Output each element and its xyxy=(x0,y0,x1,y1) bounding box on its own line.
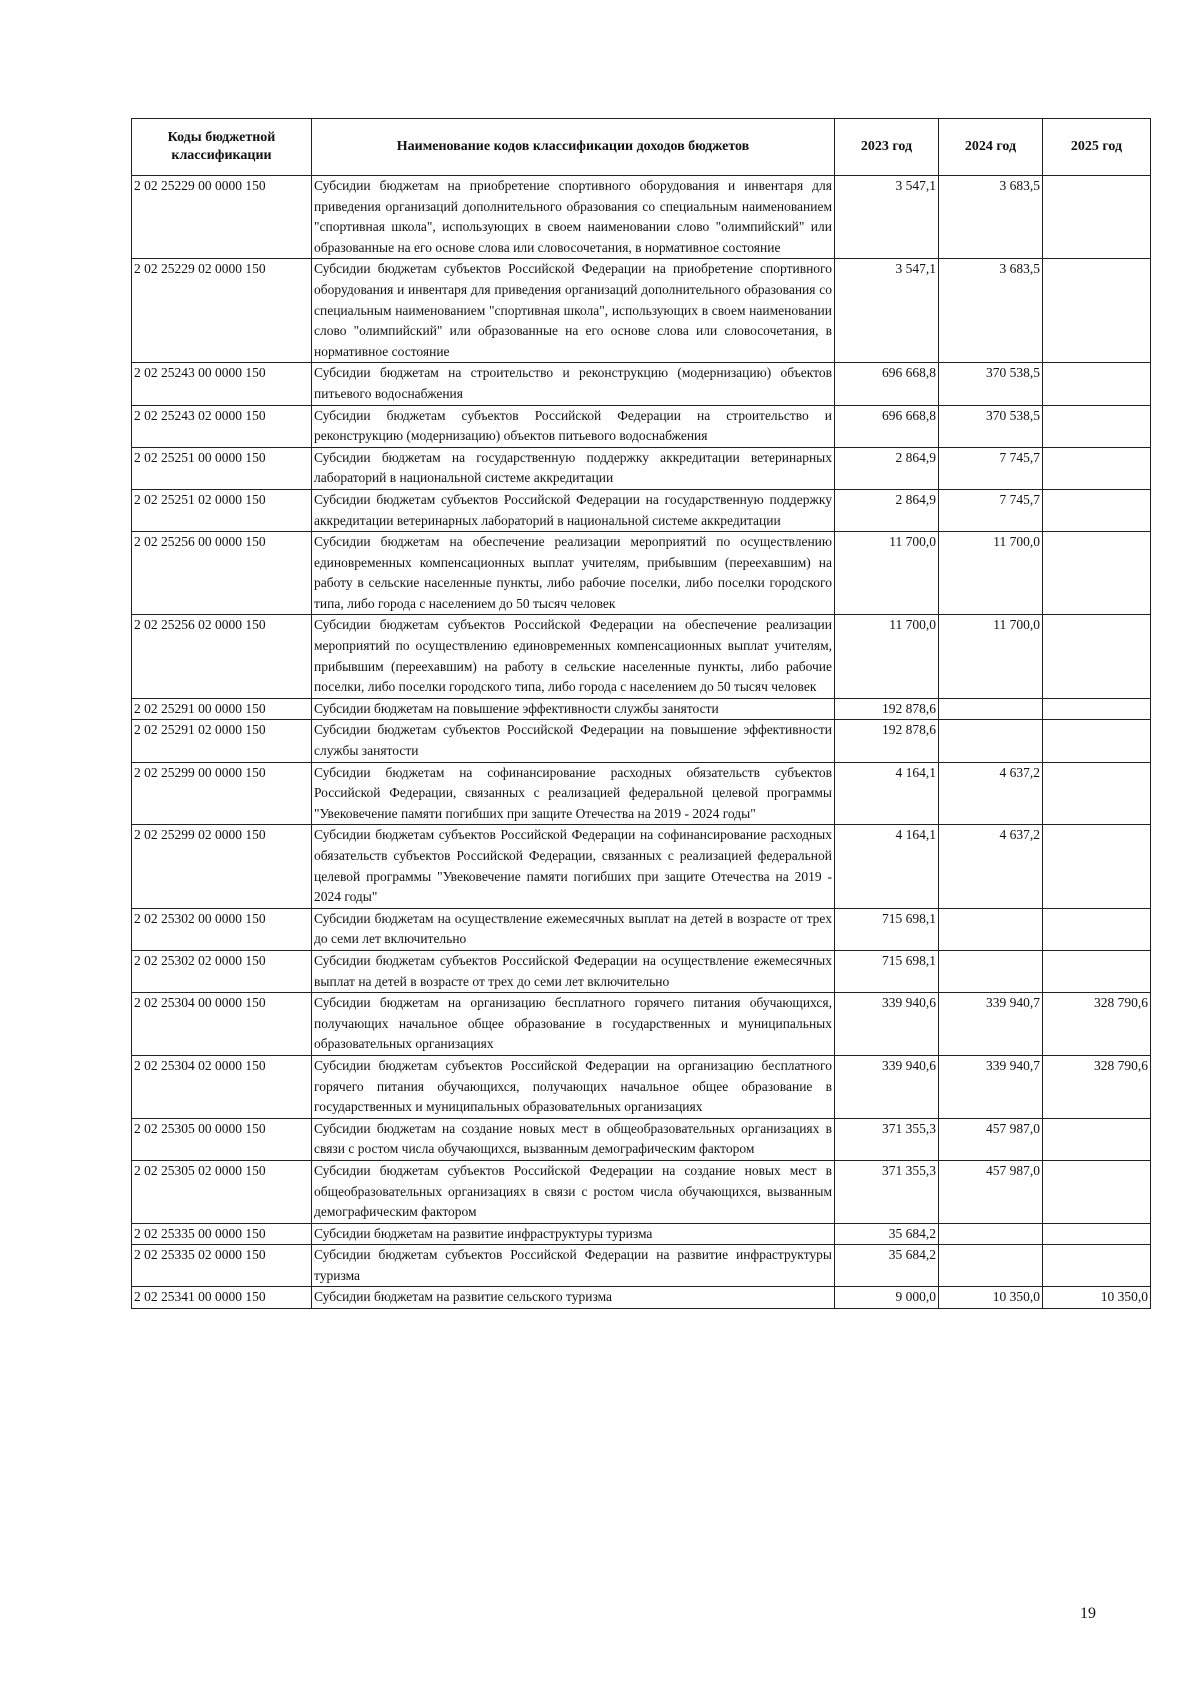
row-value-2024: 339 940,7 xyxy=(939,1055,1043,1118)
row-name: Субсидии бюджетам на создание новых мест в общеобразовательных организациях в связи с ростом числа обучающихся, вызванным демографическим фактором xyxy=(312,1118,835,1160)
table-row xyxy=(132,1287,1151,1309)
row-value-2025: 328 790,6 xyxy=(1043,1055,1151,1118)
row-value-2025 xyxy=(1043,447,1151,489)
table-body xyxy=(132,176,1151,1309)
table-row xyxy=(132,176,1151,259)
row-value-2025 xyxy=(1043,532,1151,615)
row-value-2025 xyxy=(1043,1245,1151,1287)
row-value-2025 xyxy=(1043,950,1151,992)
row-value-2024 xyxy=(939,720,1043,762)
row-code: 2 02 25291 02 0000 150 xyxy=(132,720,312,762)
row-name: Субсидии бюджетам на государственную поддержку аккредитации ветеринарных лабораторий в национальной системе аккредитации xyxy=(312,447,835,489)
row-value-2024: 7 745,7 xyxy=(939,489,1043,531)
row-name: Субсидии бюджетам субъектов Российской Федерации на повышение эффективности службы занятости xyxy=(312,720,835,762)
row-value-2025 xyxy=(1043,1223,1151,1245)
row-code: 2 02 25299 00 0000 150 xyxy=(132,762,312,825)
row-value-2023: 9 000,0 xyxy=(835,1287,939,1309)
row-value-2023: 2 864,9 xyxy=(835,489,939,531)
row-value-2025: 10 350,0 xyxy=(1043,1287,1151,1309)
row-name: Субсидии бюджетам на развитие сельского туризма xyxy=(312,1287,835,1309)
row-name: Субсидии бюджетам на повышение эффективности службы занятости xyxy=(312,698,835,720)
table-row xyxy=(132,993,1151,1056)
row-value-2024: 339 940,7 xyxy=(939,993,1043,1056)
row-name: Субсидии бюджетам на осуществление ежемесячных выплат на детей в возрасте от трех до семи лет включительно xyxy=(312,908,835,950)
row-value-2023: 35 684,2 xyxy=(835,1223,939,1245)
row-code: 2 02 25243 00 0000 150 xyxy=(132,363,312,405)
row-value-2024 xyxy=(939,1223,1043,1245)
row-code: 2 02 25299 02 0000 150 xyxy=(132,825,312,908)
row-value-2025 xyxy=(1043,259,1151,363)
table-row xyxy=(132,762,1151,825)
table-row xyxy=(132,363,1151,405)
row-code: 2 02 25251 00 0000 150 xyxy=(132,447,312,489)
row-value-2023: 2 864,9 xyxy=(835,447,939,489)
row-value-2025 xyxy=(1043,825,1151,908)
row-value-2024: 11 700,0 xyxy=(939,615,1043,698)
table-row xyxy=(132,1245,1151,1287)
budget-revenue-table xyxy=(131,118,1151,1309)
row-value-2024 xyxy=(939,1245,1043,1287)
row-value-2023: 715 698,1 xyxy=(835,950,939,992)
header-2023: 2023 год xyxy=(835,119,939,176)
row-name: Субсидии бюджетам субъектов Российской Федерации на приобретение спортивного оборудования и инвентаря для приведения организаций дополнительного образования со специальным наименованием "спортивная школа", использующих в своем наименовании слово "олимпийский" или образованные на его основе слова или словосочетания, в нормативное состояние xyxy=(312,259,835,363)
row-code: 2 02 25256 02 0000 150 xyxy=(132,615,312,698)
row-value-2024: 7 745,7 xyxy=(939,447,1043,489)
row-value-2023: 11 700,0 xyxy=(835,615,939,698)
row-value-2025 xyxy=(1043,615,1151,698)
row-value-2025 xyxy=(1043,176,1151,259)
row-code: 2 02 25305 02 0000 150 xyxy=(132,1160,312,1223)
row-name: Субсидии бюджетам субъектов Российской Федерации на обеспечение реализации мероприятий по осуществлению единовременных компенсационных выплат учителям, прибывшим (переехавшим) на работу в сельские населенные пункты, либо рабочие поселки, либо поселки городского типа, либо города с населением до 50 тысяч человек xyxy=(312,615,835,698)
row-value-2023: 35 684,2 xyxy=(835,1245,939,1287)
page-number: 19 xyxy=(1080,1605,1096,1622)
row-value-2023: 371 355,3 xyxy=(835,1118,939,1160)
row-name: Субсидии бюджетам на приобретение спортивного оборудования и инвентаря для приведения организаций дополнительного образования со специальным наименованием "спортивная школа", использующих в своем наименовании слово "олимпийский" или образованные на его основе слова или словосочетания, в нормативное состояние xyxy=(312,176,835,259)
row-code: 2 02 25251 02 0000 150 xyxy=(132,489,312,531)
row-name: Субсидии бюджетам субъектов Российской Федерации на создание новых мест в общеобразовательных организациях в связи с ростом числа обучающихся, вызванным демографическим фактором xyxy=(312,1160,835,1223)
row-value-2025 xyxy=(1043,1160,1151,1223)
header-2024: 2024 год xyxy=(939,119,1043,176)
row-name: Субсидии бюджетам субъектов Российской Федерации на государственную поддержку аккредитации ветеринарных лабораторий в национальной системе аккредитации xyxy=(312,489,835,531)
table-row xyxy=(132,489,1151,531)
header-code: Коды бюджетной классификации xyxy=(132,119,312,176)
row-value-2024 xyxy=(939,908,1043,950)
row-code: 2 02 25305 00 0000 150 xyxy=(132,1118,312,1160)
row-value-2023: 4 164,1 xyxy=(835,825,939,908)
row-name: Субсидии бюджетам на обеспечение реализации мероприятий по осуществлению единовременных компенсационных выплат учителям, прибывшим (переехавшим) на работу в сельские населенные пункты, либо рабочие поселки, либо поселки городского типа, либо города с населением до 50 тысяч человек xyxy=(312,532,835,615)
row-value-2024: 4 637,2 xyxy=(939,762,1043,825)
row-code: 2 02 25304 02 0000 150 xyxy=(132,1055,312,1118)
row-name: Субсидии бюджетам на развитие инфраструктуры туризма xyxy=(312,1223,835,1245)
row-value-2024: 4 637,2 xyxy=(939,825,1043,908)
row-value-2024: 370 538,5 xyxy=(939,405,1043,447)
row-name: Субсидии бюджетам субъектов Российской Федерации на софинансирование расходных обязательств субъектов Российской Федерации, связанных с реализацией федеральной целевой программы "Увековечение памяти погибших при защите Отечества на 2019 - 2024 годы" xyxy=(312,825,835,908)
row-code: 2 02 25335 00 0000 150 xyxy=(132,1223,312,1245)
row-value-2023: 715 698,1 xyxy=(835,908,939,950)
table-header-row xyxy=(132,119,1151,176)
row-value-2023: 192 878,6 xyxy=(835,698,939,720)
table-row xyxy=(132,447,1151,489)
row-value-2023: 339 940,6 xyxy=(835,1055,939,1118)
row-value-2024: 3 683,5 xyxy=(939,176,1043,259)
row-name: Субсидии бюджетам субъектов Российской Федерации на развитие инфраструктуры туризма xyxy=(312,1245,835,1287)
table-row xyxy=(132,1223,1151,1245)
row-value-2023: 3 547,1 xyxy=(835,176,939,259)
row-value-2024: 10 350,0 xyxy=(939,1287,1043,1309)
table-row xyxy=(132,615,1151,698)
table-row xyxy=(132,1160,1151,1223)
row-value-2023: 192 878,6 xyxy=(835,720,939,762)
row-name: Субсидии бюджетам субъектов Российской Федерации на организацию бесплатного горячего питания обучающихся, получающих начальное общее образование в государственных и муниципальных образовательных организациях xyxy=(312,1055,835,1118)
row-code: 2 02 25302 00 0000 150 xyxy=(132,908,312,950)
row-code: 2 02 25341 00 0000 150 xyxy=(132,1287,312,1309)
table-row xyxy=(132,950,1151,992)
row-value-2023: 11 700,0 xyxy=(835,532,939,615)
row-value-2023: 339 940,6 xyxy=(835,993,939,1056)
row-value-2023: 696 668,8 xyxy=(835,405,939,447)
row-value-2025 xyxy=(1043,363,1151,405)
row-code: 2 02 25256 00 0000 150 xyxy=(132,532,312,615)
row-value-2024: 457 987,0 xyxy=(939,1118,1043,1160)
row-value-2024: 11 700,0 xyxy=(939,532,1043,615)
row-name: Субсидии бюджетам субъектов Российской Федерации на осуществление ежемесячных выплат на детей в возрасте от трех до семи лет включительно xyxy=(312,950,835,992)
row-code: 2 02 25243 02 0000 150 xyxy=(132,405,312,447)
row-value-2024: 370 538,5 xyxy=(939,363,1043,405)
row-value-2025 xyxy=(1043,762,1151,825)
row-value-2023: 696 668,8 xyxy=(835,363,939,405)
row-value-2024: 3 683,5 xyxy=(939,259,1043,363)
row-value-2024 xyxy=(939,950,1043,992)
table-row xyxy=(132,1118,1151,1160)
row-value-2025 xyxy=(1043,908,1151,950)
table-row xyxy=(132,698,1151,720)
table-row xyxy=(132,720,1151,762)
row-code: 2 02 25302 02 0000 150 xyxy=(132,950,312,992)
table-row xyxy=(132,405,1151,447)
row-value-2025 xyxy=(1043,698,1151,720)
row-code: 2 02 25291 00 0000 150 xyxy=(132,698,312,720)
row-value-2025: 328 790,6 xyxy=(1043,993,1151,1056)
row-name: Субсидии бюджетам на организацию бесплатного горячего питания обучающихся, получающих начальное общее образование в государственных и муниципальных образовательных организациях xyxy=(312,993,835,1056)
table-row xyxy=(132,259,1151,363)
row-value-2023: 371 355,3 xyxy=(835,1160,939,1223)
header-name: Наименование кодов классификации доходов бюджетов xyxy=(312,119,835,176)
row-value-2023: 4 164,1 xyxy=(835,762,939,825)
row-value-2025 xyxy=(1043,405,1151,447)
row-value-2023: 3 547,1 xyxy=(835,259,939,363)
header-2025: 2025 год xyxy=(1043,119,1151,176)
table-row xyxy=(132,825,1151,908)
row-code: 2 02 25229 00 0000 150 xyxy=(132,176,312,259)
table-row xyxy=(132,1055,1151,1118)
row-value-2025 xyxy=(1043,1118,1151,1160)
row-value-2025 xyxy=(1043,489,1151,531)
row-name: Субсидии бюджетам на софинансирование расходных обязательств субъектов Российской Федерации, связанных с реализацией федеральной целевой программы "Увековечение памяти погибших при защите Отечества на 2019 - 2024 годы" xyxy=(312,762,835,825)
row-value-2024 xyxy=(939,698,1043,720)
row-code: 2 02 25229 02 0000 150 xyxy=(132,259,312,363)
row-name: Субсидии бюджетам субъектов Российской Федерации на строительство и реконструкцию (модернизацию) объектов питьевого водоснабжения xyxy=(312,405,835,447)
row-code: 2 02 25304 00 0000 150 xyxy=(132,993,312,1056)
row-name: Субсидии бюджетам на строительство и реконструкцию (модернизацию) объектов питьевого водоснабжения xyxy=(312,363,835,405)
row-code: 2 02 25335 02 0000 150 xyxy=(132,1245,312,1287)
row-value-2024: 457 987,0 xyxy=(939,1160,1043,1223)
table-row xyxy=(132,532,1151,615)
table-row xyxy=(132,908,1151,950)
row-value-2025 xyxy=(1043,720,1151,762)
